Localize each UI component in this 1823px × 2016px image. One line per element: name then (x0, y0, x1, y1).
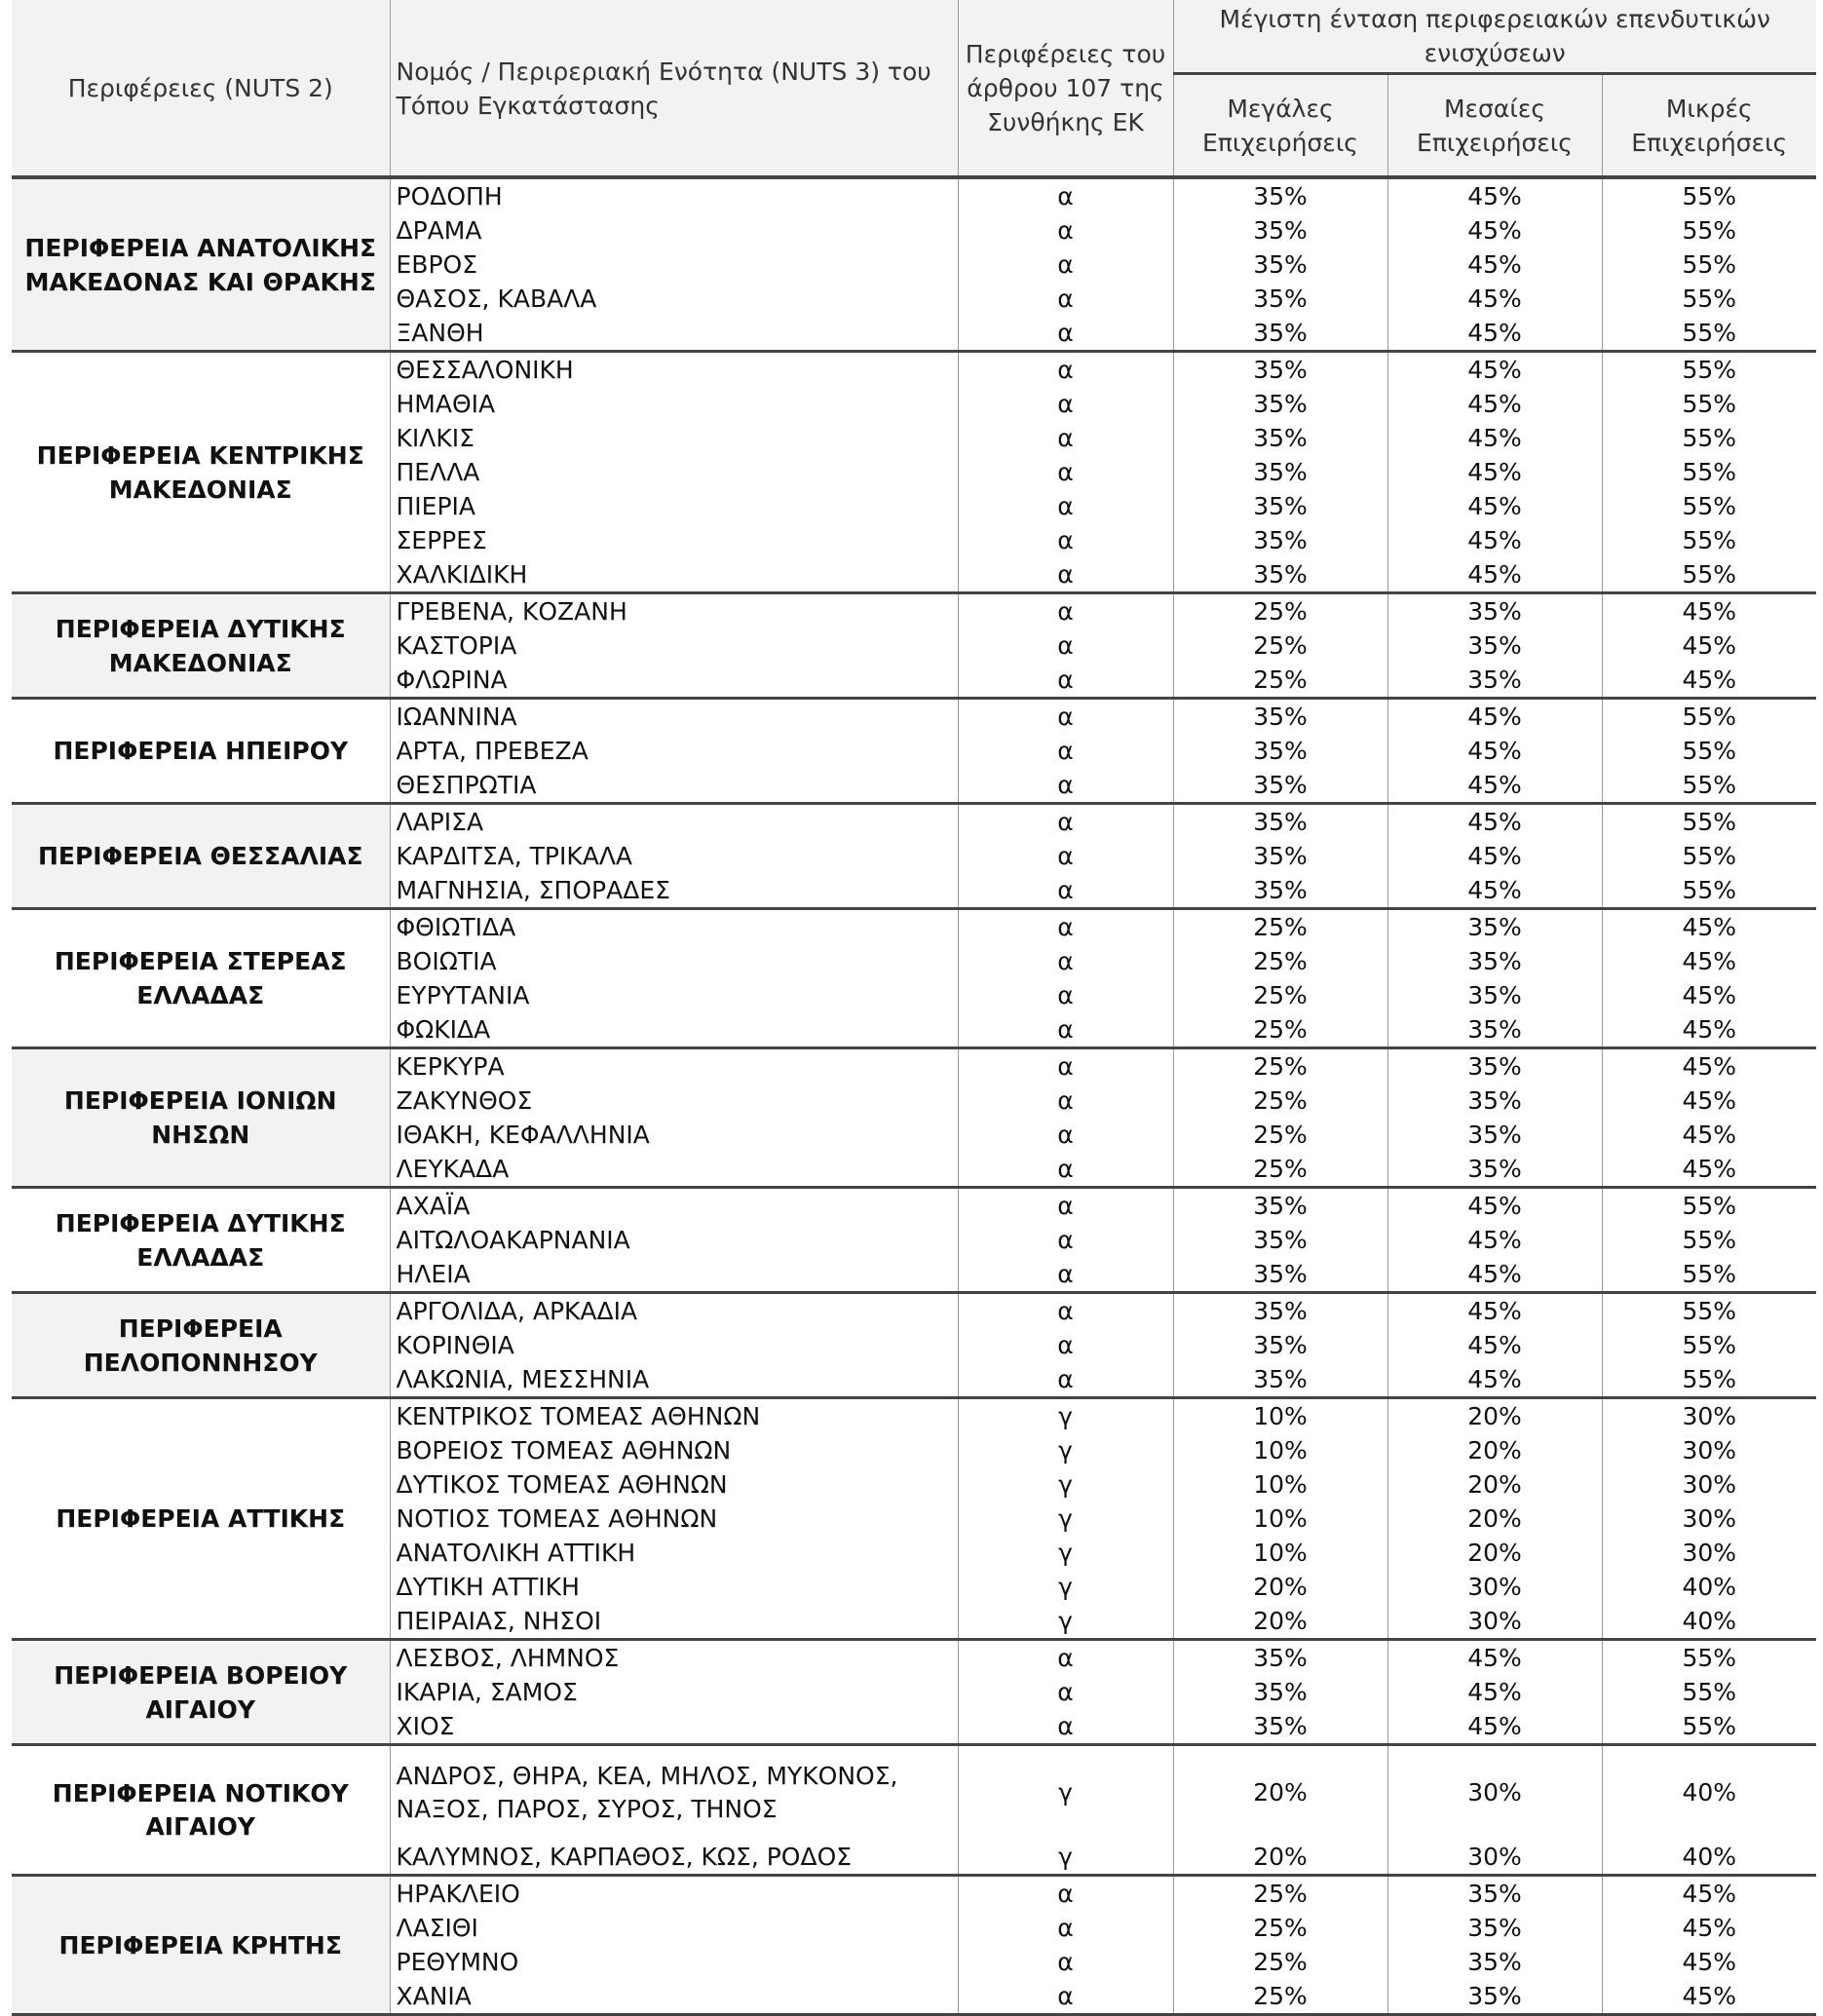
article-category: γ (958, 1745, 1173, 1841)
region-name: ΠΕΡΙΦΕΡΕΙΑ ΗΠΕΙΡΟΥ (12, 699, 390, 804)
medium-enterprise-rate: 45% (1387, 316, 1602, 352)
medium-enterprise-rate: 45% (1387, 1640, 1602, 1676)
county-name: ΧΑΝΙΑ (390, 1979, 958, 2015)
county-name: ΚΟΡΙΝΘΙΑ (390, 1328, 958, 1362)
county-name: ΚΑΣΤΟΡΙΑ (390, 628, 958, 663)
region-name: ΠΕΡΙΦΕΡΕΙΑ ΑΤΤΙΚΗΣ (12, 1398, 390, 1640)
medium-enterprise-rate: 35% (1387, 593, 1602, 629)
medium-enterprise-rate: 20% (1387, 1502, 1602, 1536)
medium-enterprise-rate: 35% (1387, 1911, 1602, 1945)
county-name: ΑΝΑΤΟΛΙΚΗ ΑΤΤΙΚΗ (390, 1536, 958, 1570)
large-enterprise-rate: 10% (1173, 1433, 1387, 1467)
small-enterprise-rate: 55% (1602, 387, 1816, 421)
county-name: ΙΚΑΡΙΑ, ΣΑΜΟΣ (390, 1675, 958, 1709)
large-enterprise-rate: 20% (1173, 1570, 1387, 1604)
large-enterprise-rate: 20% (1173, 1745, 1387, 1841)
county-name: ΒΟΙΩΤΙΑ (390, 944, 958, 978)
small-enterprise-rate: 45% (1602, 1911, 1816, 1945)
header-large-enterprises: Μεγάλες Επιχειρήσεις (1173, 74, 1387, 178)
large-enterprise-rate: 35% (1173, 699, 1387, 735)
large-enterprise-rate: 25% (1173, 1979, 1387, 2015)
large-enterprise-rate: 35% (1173, 804, 1387, 840)
medium-enterprise-rate: 45% (1387, 489, 1602, 523)
large-enterprise-rate: 35% (1173, 1328, 1387, 1362)
article-category: α (958, 421, 1173, 455)
county-name: ΧΙΟΣ (390, 1709, 958, 1745)
large-enterprise-rate: 35% (1173, 557, 1387, 593)
county-name: ΚΑΡΔΙΤΣΑ, ΤΡΙΚΑΛΑ (390, 839, 958, 873)
large-enterprise-rate: 25% (1173, 1048, 1387, 1084)
region-name: ΠΕΡΙΦΕΡΕΙΑ ΙΟΝΙΩΝ ΝΗΣΩΝ (12, 1048, 390, 1188)
header-medium-enterprises: Μεσαίες Επιχειρήσεις (1387, 74, 1602, 178)
article-category: α (958, 177, 1173, 213)
medium-enterprise-rate: 45% (1387, 1362, 1602, 1398)
large-enterprise-rate: 35% (1173, 1362, 1387, 1398)
article-category: α (958, 387, 1173, 421)
medium-enterprise-rate: 45% (1387, 1188, 1602, 1224)
article-category: α (958, 1188, 1173, 1224)
region-name: ΠΕΡΙΦΕΡΕΙΑ ΠΕΛΟΠΟΝΝΗΣΟΥ (12, 1293, 390, 1398)
county-name: ΖΑΚΥΝΘΟΣ (390, 1084, 958, 1118)
small-enterprise-rate: 55% (1602, 804, 1816, 840)
article-category: γ (958, 1570, 1173, 1604)
large-enterprise-rate: 35% (1173, 523, 1387, 557)
article-category: α (958, 352, 1173, 388)
article-category: α (958, 909, 1173, 945)
article-category: α (958, 1293, 1173, 1329)
table-row (12, 1640, 1816, 1676)
county-name: ΦΛΩΡΙΝΑ (390, 663, 958, 699)
medium-enterprise-rate: 45% (1387, 839, 1602, 873)
large-enterprise-rate: 35% (1173, 489, 1387, 523)
article-category: α (958, 768, 1173, 804)
medium-enterprise-rate: 35% (1387, 1876, 1602, 1912)
article-category: α (958, 804, 1173, 840)
article-category: α (958, 839, 1173, 873)
small-enterprise-rate: 55% (1602, 1257, 1816, 1293)
small-enterprise-rate: 55% (1602, 455, 1816, 489)
large-enterprise-rate: 35% (1173, 247, 1387, 282)
small-enterprise-rate: 45% (1602, 1876, 1816, 1912)
article-category: γ (958, 1536, 1173, 1570)
article-category: γ (958, 1433, 1173, 1467)
county-name: ΛΑΡΙΣΑ (390, 804, 958, 840)
county-name: ΘΑΣΟΣ, ΚΑΒΑΛΑ (390, 282, 958, 316)
large-enterprise-rate: 35% (1173, 1188, 1387, 1224)
county-name: ΕΒΡΟΣ (390, 247, 958, 282)
table-row (12, 1048, 1816, 1084)
article-category: α (958, 1640, 1173, 1676)
county-name: ΙΘΑΚΗ, ΚΕΦΑΛΛΗΝΙΑ (390, 1118, 958, 1152)
county-name: ΓΡΕΒΕΝΑ, ΚΟΖΑΝΗ (390, 593, 958, 629)
county-name: ΑΡΓΟΛΙΔΑ, ΑΡΚΑΔΙΑ (390, 1293, 958, 1329)
county-name: ΕΥΡΥΤΑΝΙΑ (390, 978, 958, 1012)
article-category: α (958, 593, 1173, 629)
article-category: γ (958, 1398, 1173, 1434)
small-enterprise-rate: 55% (1602, 282, 1816, 316)
large-enterprise-rate: 35% (1173, 177, 1387, 213)
county-name: ΚΙΛΚΙΣ (390, 421, 958, 455)
county-name: ΔΡΑΜΑ (390, 213, 958, 247)
county-name: ΛΑΚΩΝΙΑ, ΜΕΣΣΗΝΙΑ (390, 1362, 958, 1398)
medium-enterprise-rate: 20% (1387, 1467, 1602, 1502)
county-name: ΞΑΝΘΗ (390, 316, 958, 352)
table-row (12, 352, 1816, 388)
county-name: ΜΑΓΝΗΣΙΑ, ΣΠΟΡΑΔΕΣ (390, 873, 958, 909)
medium-enterprise-rate: 45% (1387, 1257, 1602, 1293)
header-region: Περιφέρειες (NUTS 2) (12, 0, 390, 177)
article-category: α (958, 213, 1173, 247)
small-enterprise-rate: 55% (1602, 316, 1816, 352)
table-body (12, 177, 1816, 2015)
large-enterprise-rate: 20% (1173, 1840, 1387, 1876)
medium-enterprise-rate: 35% (1387, 1979, 1602, 2015)
county-name: ΗΜΑΘΙΑ (390, 387, 958, 421)
large-enterprise-rate: 10% (1173, 1398, 1387, 1434)
large-enterprise-rate: 35% (1173, 387, 1387, 421)
county-name: ΠΕΙΡΑΙΑΣ, ΝΗΣΟΙ (390, 1604, 958, 1640)
medium-enterprise-rate: 30% (1387, 1745, 1602, 1841)
article-category: γ (958, 1502, 1173, 1536)
medium-enterprise-rate: 35% (1387, 1118, 1602, 1152)
article-category: α (958, 1048, 1173, 1084)
investment-aid-table (12, 0, 1816, 2016)
small-enterprise-rate: 45% (1602, 1048, 1816, 1084)
large-enterprise-rate: 35% (1173, 873, 1387, 909)
header-county: Νομός / Περιρεριακή Ενότητα (NUTS 3) του Τόπου Εγκατάστασης (390, 0, 958, 177)
small-enterprise-rate: 55% (1602, 213, 1816, 247)
medium-enterprise-rate: 35% (1387, 978, 1602, 1012)
medium-enterprise-rate: 45% (1387, 1675, 1602, 1709)
small-enterprise-rate: 55% (1602, 247, 1816, 282)
article-category: α (958, 1223, 1173, 1257)
article-category: α (958, 1328, 1173, 1362)
county-name: ΔΥΤΙΚΟΣ ΤΟΜΕΑΣ ΑΘΗΝΩΝ (390, 1467, 958, 1502)
article-category: α (958, 1945, 1173, 1979)
small-enterprise-rate: 55% (1602, 352, 1816, 388)
header-max-intensity: Μέγιστη ένταση περιφερειακών επενδυτικών ενισχύσεων (1173, 0, 1816, 74)
large-enterprise-rate: 25% (1173, 1012, 1387, 1048)
large-enterprise-rate: 35% (1173, 1640, 1387, 1676)
table-row (12, 1188, 1816, 1224)
county-name: ΡΟΔΟΠΗ (390, 177, 958, 213)
article-category: α (958, 1362, 1173, 1398)
medium-enterprise-rate: 20% (1387, 1433, 1602, 1467)
region-name: ΠΕΡΙΦΕΡΕΙΑ ΚΕΝΤΡΙΚΗΣ ΜΑΚΕΔΟΝΙΑΣ (12, 352, 390, 593)
small-enterprise-rate: 55% (1602, 489, 1816, 523)
large-enterprise-rate: 35% (1173, 1709, 1387, 1745)
small-enterprise-rate: 55% (1602, 873, 1816, 909)
medium-enterprise-rate: 20% (1387, 1536, 1602, 1570)
article-category: α (958, 1257, 1173, 1293)
small-enterprise-rate: 45% (1602, 1118, 1816, 1152)
medium-enterprise-rate: 35% (1387, 628, 1602, 663)
region-name: ΠΕΡΙΦΕΡΕΙΑ ΘΕΣΣΑΛΙΑΣ (12, 804, 390, 909)
table-row (12, 1745, 1816, 1841)
county-name: ΛΕΥΚΑΔΑ (390, 1152, 958, 1188)
county-name: ΑΝΔΡΟΣ, ΘΗΡΑ, ΚΕΑ, ΜΗΛΟΣ, ΜΥΚΟΝΟΣ, ΝΑΞΟΣ, ΠΑΡΟΣ, ΣΥΡΟΣ, ΤΗΝΟΣ (390, 1745, 958, 1841)
article-category: α (958, 455, 1173, 489)
county-name: ΘΕΣΣΑΛΟΝΙΚΗ (390, 352, 958, 388)
county-name: ΛΑΣΙΘΙ (390, 1911, 958, 1945)
table-header (12, 0, 1816, 177)
medium-enterprise-rate: 30% (1387, 1604, 1602, 1640)
medium-enterprise-rate: 45% (1387, 1328, 1602, 1362)
large-enterprise-rate: 35% (1173, 316, 1387, 352)
large-enterprise-rate: 35% (1173, 455, 1387, 489)
small-enterprise-rate: 40% (1602, 1570, 1816, 1604)
county-name: ΦΩΚΙΔΑ (390, 1012, 958, 1048)
small-enterprise-rate: 45% (1602, 1152, 1816, 1188)
small-enterprise-rate: 55% (1602, 1362, 1816, 1398)
medium-enterprise-rate: 45% (1387, 523, 1602, 557)
article-category: α (958, 944, 1173, 978)
medium-enterprise-rate: 35% (1387, 663, 1602, 699)
county-name: ΙΩΑΝΝΙΝΑ (390, 699, 958, 735)
article-category: α (958, 873, 1173, 909)
large-enterprise-rate: 35% (1173, 1223, 1387, 1257)
table-row (12, 909, 1816, 945)
large-enterprise-rate: 35% (1173, 768, 1387, 804)
county-name: ΧΑΛΚΙΔΙΚΗ (390, 557, 958, 593)
county-name: ΚΑΛΥΜΝΟΣ, ΚΑΡΠΑΘΟΣ, ΚΩΣ, ΡΟΔΟΣ (390, 1840, 958, 1876)
county-name: ΠΕΛΛΑ (390, 455, 958, 489)
large-enterprise-rate: 35% (1173, 1293, 1387, 1329)
county-name: ΚΕΡΚΥΡΑ (390, 1048, 958, 1084)
article-category: α (958, 978, 1173, 1012)
large-enterprise-rate: 10% (1173, 1536, 1387, 1570)
region-name: ΠΕΡΙΦΕΡΕΙΑ ΒΟΡΕΙΟΥ ΑΙΓΑΙΟΥ (12, 1640, 390, 1745)
county-name: ΑΧΑΪΑ (390, 1188, 958, 1224)
small-enterprise-rate: 55% (1602, 557, 1816, 593)
medium-enterprise-rate: 35% (1387, 1945, 1602, 1979)
small-enterprise-rate: 40% (1602, 1840, 1816, 1876)
medium-enterprise-rate: 45% (1387, 768, 1602, 804)
article-category: α (958, 1979, 1173, 2015)
medium-enterprise-rate: 30% (1387, 1570, 1602, 1604)
article-category: α (958, 1118, 1173, 1152)
county-name: ΘΕΣΠΡΩΤΙΑ (390, 768, 958, 804)
county-name: ΗΡΑΚΛΕΙΟ (390, 1876, 958, 1912)
small-enterprise-rate: 55% (1602, 1188, 1816, 1224)
medium-enterprise-rate: 45% (1387, 421, 1602, 455)
medium-enterprise-rate: 45% (1387, 699, 1602, 735)
small-enterprise-rate: 45% (1602, 593, 1816, 629)
small-enterprise-rate: 55% (1602, 177, 1816, 213)
large-enterprise-rate: 10% (1173, 1502, 1387, 1536)
large-enterprise-rate: 25% (1173, 593, 1387, 629)
small-enterprise-rate: 45% (1602, 978, 1816, 1012)
large-enterprise-rate: 25% (1173, 1911, 1387, 1945)
large-enterprise-rate: 25% (1173, 909, 1387, 945)
article-category: γ (958, 1467, 1173, 1502)
small-enterprise-rate: 55% (1602, 1675, 1816, 1709)
medium-enterprise-rate: 45% (1387, 177, 1602, 213)
small-enterprise-rate: 55% (1602, 1293, 1816, 1329)
article-category: α (958, 1152, 1173, 1188)
article-category: α (958, 1876, 1173, 1912)
county-name: ΗΛΕΙΑ (390, 1257, 958, 1293)
county-name: ΣΕΡΡΕΣ (390, 523, 958, 557)
small-enterprise-rate: 30% (1602, 1536, 1816, 1570)
medium-enterprise-rate: 45% (1387, 1709, 1602, 1745)
table-row (12, 699, 1816, 735)
table-row (12, 1398, 1816, 1434)
large-enterprise-rate: 25% (1173, 1945, 1387, 1979)
large-enterprise-rate: 25% (1173, 1084, 1387, 1118)
region-name: ΠΕΡΙΦΕΡΕΙΑ ΔΥΤΙΚΗΣ ΕΛΛΑΔΑΣ (12, 1188, 390, 1293)
article-category: α (958, 489, 1173, 523)
small-enterprise-rate: 55% (1602, 1640, 1816, 1676)
small-enterprise-rate: 55% (1602, 734, 1816, 768)
small-enterprise-rate: 30% (1602, 1502, 1816, 1536)
region-name: ΠΕΡΙΦΕΡΕΙΑ ΔΥΤΙΚΗΣ ΜΑΚΕΔΟΝΙΑΣ (12, 593, 390, 699)
county-name: ΦΘΙΩΤΙΔΑ (390, 909, 958, 945)
medium-enterprise-rate: 45% (1387, 352, 1602, 388)
large-enterprise-rate: 35% (1173, 734, 1387, 768)
medium-enterprise-rate: 45% (1387, 247, 1602, 282)
table-row (12, 177, 1816, 213)
article-category: α (958, 1911, 1173, 1945)
large-enterprise-rate: 35% (1173, 352, 1387, 388)
table-row (12, 804, 1816, 840)
small-enterprise-rate: 45% (1602, 628, 1816, 663)
medium-enterprise-rate: 35% (1387, 1012, 1602, 1048)
small-enterprise-rate: 55% (1602, 421, 1816, 455)
medium-enterprise-rate: 45% (1387, 213, 1602, 247)
medium-enterprise-rate: 45% (1387, 455, 1602, 489)
large-enterprise-rate: 35% (1173, 1675, 1387, 1709)
county-name: ΠΙΕΡΙΑ (390, 489, 958, 523)
region-name: ΠΕΡΙΦΕΡΕΙΑ ΑΝΑΤΟΛΙΚΗΣ ΜΑΚΕΔΟΝΑΣ ΚΑΙ ΘΡΑΚΗΣ (12, 177, 390, 352)
large-enterprise-rate: 25% (1173, 1118, 1387, 1152)
article-category: α (958, 316, 1173, 352)
medium-enterprise-rate: 45% (1387, 734, 1602, 768)
medium-enterprise-rate: 35% (1387, 1084, 1602, 1118)
small-enterprise-rate: 45% (1602, 944, 1816, 978)
small-enterprise-rate: 45% (1602, 909, 1816, 945)
medium-enterprise-rate: 45% (1387, 387, 1602, 421)
small-enterprise-rate: 45% (1602, 663, 1816, 699)
medium-enterprise-rate: 35% (1387, 1152, 1602, 1188)
small-enterprise-rate: 45% (1602, 1084, 1816, 1118)
small-enterprise-rate: 55% (1602, 523, 1816, 557)
county-name: ΝΟΤΙΟΣ ΤΟΜΕΑΣ ΑΘΗΝΩΝ (390, 1502, 958, 1536)
large-enterprise-rate: 35% (1173, 213, 1387, 247)
small-enterprise-rate: 30% (1602, 1467, 1816, 1502)
small-enterprise-rate: 55% (1602, 699, 1816, 735)
county-name: ΒΟΡΕΙΟΣ ΤΟΜΕΑΣ ΑΘΗΝΩΝ (390, 1433, 958, 1467)
large-enterprise-rate: 35% (1173, 839, 1387, 873)
small-enterprise-rate: 40% (1602, 1604, 1816, 1640)
large-enterprise-rate: 25% (1173, 1876, 1387, 1912)
large-enterprise-rate: 35% (1173, 1257, 1387, 1293)
county-name: ΑΡΤΑ, ΠΡΕΒΕΖΑ (390, 734, 958, 768)
article-category: α (958, 663, 1173, 699)
article-category: α (958, 557, 1173, 593)
region-name: ΠΕΡΙΦΕΡΕΙΑ ΚΡΗΤΗΣ (12, 1876, 390, 2015)
medium-enterprise-rate: 30% (1387, 1840, 1602, 1876)
medium-enterprise-rate: 45% (1387, 282, 1602, 316)
table-row (12, 1293, 1816, 1329)
large-enterprise-rate: 25% (1173, 978, 1387, 1012)
small-enterprise-rate: 55% (1602, 1709, 1816, 1745)
article-category: α (958, 734, 1173, 768)
article-category: α (958, 247, 1173, 282)
county-name: ΔΥΤΙΚΗ ΑΤΤΙΚΗ (390, 1570, 958, 1604)
small-enterprise-rate: 55% (1602, 839, 1816, 873)
medium-enterprise-rate: 45% (1387, 1293, 1602, 1329)
region-name: ΠΕΡΙΦΕΡΕΙΑ ΝΟΤΙΚΟΥ ΑΙΓΑΙΟΥ (12, 1745, 390, 1876)
article-category: α (958, 1084, 1173, 1118)
small-enterprise-rate: 55% (1602, 768, 1816, 804)
small-enterprise-rate: 30% (1602, 1433, 1816, 1467)
article-category: α (958, 1709, 1173, 1745)
large-enterprise-rate: 35% (1173, 282, 1387, 316)
article-category: α (958, 1675, 1173, 1709)
large-enterprise-rate: 20% (1173, 1604, 1387, 1640)
small-enterprise-rate: 40% (1602, 1745, 1816, 1841)
large-enterprise-rate: 25% (1173, 1152, 1387, 1188)
header-small-enterprises: Μικρές Επιχειρήσεις (1602, 74, 1816, 178)
small-enterprise-rate: 55% (1602, 1223, 1816, 1257)
article-category: α (958, 1012, 1173, 1048)
county-name: ΛΕΣΒΟΣ, ΛΗΜΝΟΣ (390, 1640, 958, 1676)
article-category: α (958, 282, 1173, 316)
medium-enterprise-rate: 45% (1387, 804, 1602, 840)
small-enterprise-rate: 55% (1602, 1328, 1816, 1362)
article-category: γ (958, 1840, 1173, 1876)
small-enterprise-rate: 45% (1602, 1979, 1816, 2015)
article-category: α (958, 699, 1173, 735)
small-enterprise-rate: 45% (1602, 1945, 1816, 1979)
large-enterprise-rate: 25% (1173, 944, 1387, 978)
county-name: ΡΕΘΥΜΝΟ (390, 1945, 958, 1979)
article-category: γ (958, 1604, 1173, 1640)
article-category: α (958, 523, 1173, 557)
medium-enterprise-rate: 45% (1387, 557, 1602, 593)
county-name: ΚΕΝΤΡΙΚΟΣ ΤΟΜΕΑΣ ΑΘΗΝΩΝ (390, 1398, 958, 1434)
article-category: α (958, 628, 1173, 663)
medium-enterprise-rate: 45% (1387, 1223, 1602, 1257)
region-name: ΠΕΡΙΦΕΡΕΙΑ ΣΤΕΡΕΑΣ ΕΛΛΑΔΑΣ (12, 909, 390, 1048)
large-enterprise-rate: 10% (1173, 1467, 1387, 1502)
medium-enterprise-rate: 35% (1387, 909, 1602, 945)
small-enterprise-rate: 30% (1602, 1398, 1816, 1434)
table-row (12, 1876, 1816, 1912)
large-enterprise-rate: 25% (1173, 663, 1387, 699)
medium-enterprise-rate: 35% (1387, 944, 1602, 978)
large-enterprise-rate: 35% (1173, 421, 1387, 455)
medium-enterprise-rate: 20% (1387, 1398, 1602, 1434)
header-article-107: Περιφέρειες του άρθρου 107 της Συνθήκης ΕΚ (958, 0, 1173, 177)
medium-enterprise-rate: 45% (1387, 873, 1602, 909)
large-enterprise-rate: 25% (1173, 628, 1387, 663)
small-enterprise-rate: 45% (1602, 1012, 1816, 1048)
medium-enterprise-rate: 35% (1387, 1048, 1602, 1084)
county-name: ΑΙΤΩΛΟΑΚΑΡΝΑΝΙΑ (390, 1223, 958, 1257)
table-row (12, 593, 1816, 629)
